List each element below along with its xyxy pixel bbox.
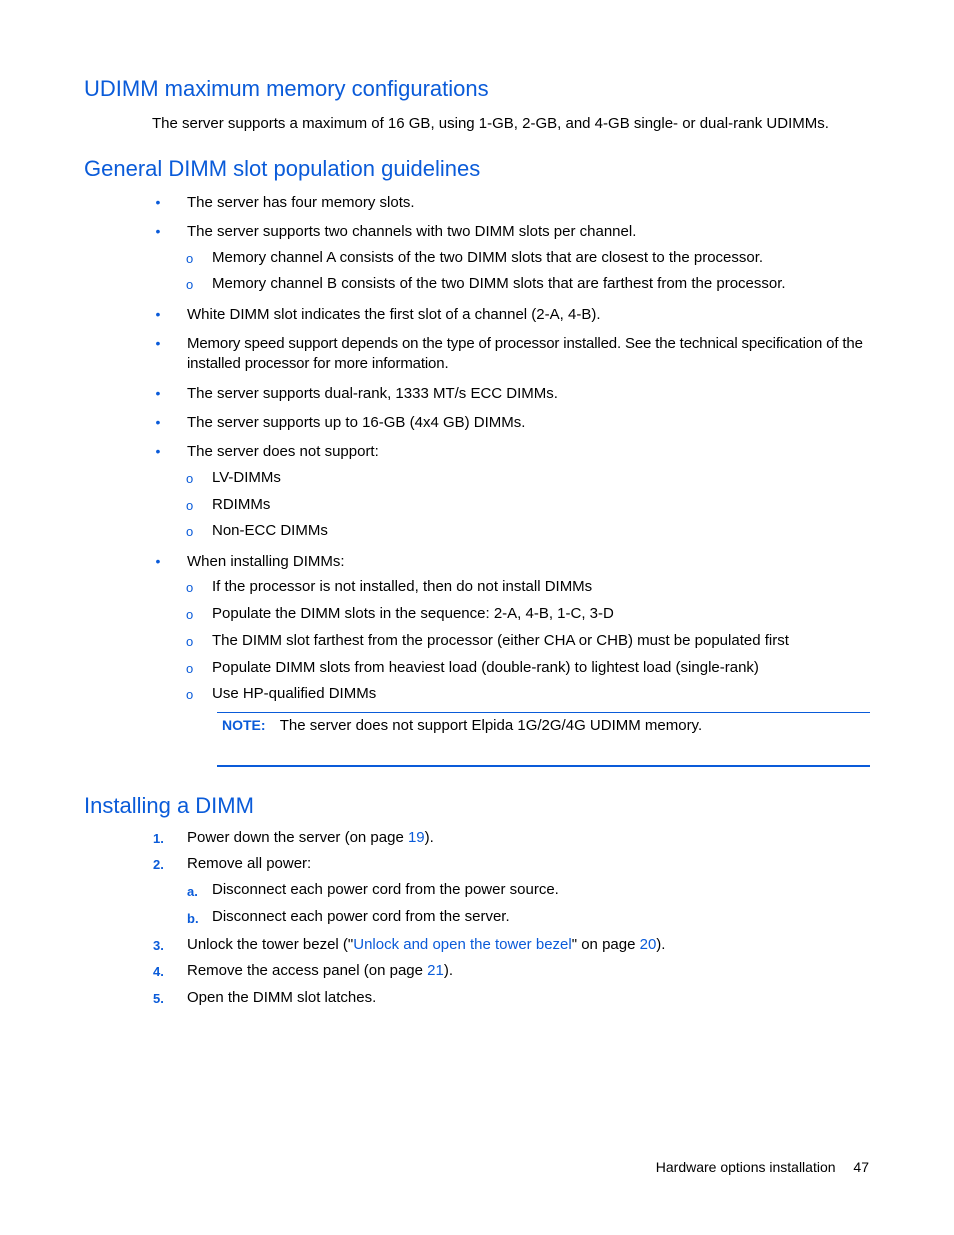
sub-list-item: Populate DIMM slots from heaviest load (double-rank) to lightest load (single-rank)	[212, 659, 759, 676]
bullet-icon: •	[155, 553, 161, 569]
section-heading-installing: Installing a DIMM	[84, 793, 254, 818]
page-link[interactable]: 19	[407, 829, 425, 846]
list-item: The server supports up to 16-GB (4x4 GB) DIMMs.	[187, 414, 526, 431]
section-heading-udimm: UDIMM maximum memory configurations	[84, 76, 489, 101]
step-text: ).	[443, 962, 454, 979]
list-item: White DIMM slot indicates the first slot of a channel (2-A, 4-B).	[187, 306, 601, 323]
bullet-icon: •	[155, 306, 161, 322]
sub-bullet-icon: o	[186, 251, 194, 266]
step-text: ).	[424, 829, 434, 846]
sub-list-item: Non-ECC DIMMs	[212, 522, 328, 539]
bullet-icon: •	[155, 443, 161, 459]
sub-list-item: LV-DIMMs	[212, 469, 281, 486]
sub-list-item: Populate the DIMM slots in the sequence: 2-A, 4-B, 1-C, 3-D	[212, 605, 614, 622]
bullet-icon: •	[155, 194, 161, 210]
list-item: The server has four memory slots.	[187, 194, 415, 211]
substep-letter: a.	[187, 884, 198, 899]
list-item: The server supports dual-rank, 1333 MT/s ECC DIMMs.	[187, 385, 558, 402]
bullet-icon: •	[155, 335, 161, 351]
page-link[interactable]: 20	[639, 936, 657, 953]
note-text: The server does not support Elpida 1G/2G/4G UDIMM memory.	[279, 717, 703, 734]
sub-bullet-icon: o	[186, 471, 194, 486]
step-item: Remove all power:	[187, 855, 312, 872]
substep-item: Disconnect each power cord from the server.	[212, 908, 510, 925]
step-number: 2.	[153, 857, 164, 872]
note-label: NOTE:	[222, 717, 266, 733]
sub-bullet-icon: o	[186, 687, 194, 702]
step-number: 5.	[153, 991, 164, 1006]
step-text: Remove the access panel (on page	[187, 962, 428, 979]
sub-bullet-icon: o	[186, 607, 194, 622]
sub-list-item: Use HP-qualified DIMMs	[212, 685, 377, 702]
sub-bullet-icon: o	[186, 634, 194, 649]
section-heading-guidelines: General DIMM slot population guidelines	[84, 156, 481, 181]
note	[222, 717, 702, 734]
step-text: Unlock the tower bezel ("	[187, 936, 354, 953]
step-item	[187, 961, 453, 981]
step-text: " on page	[571, 936, 640, 953]
step-item	[187, 828, 434, 848]
step-text: ).	[656, 936, 666, 953]
udimm-body: The server supports a maximum of 16 GB, using 1-GB, 2-GB, and 4-GB single- or dual-rank UDIMMs.	[152, 115, 829, 132]
page-footer	[656, 1159, 869, 1175]
list-item: When installing DIMMs:	[187, 553, 345, 570]
step-item	[187, 935, 665, 955]
sub-bullet-icon: o	[186, 524, 194, 539]
list-item: The server does not support:	[187, 443, 379, 460]
sub-bullet-icon: o	[186, 498, 194, 513]
substep-item: Disconnect each power cord from the power source.	[212, 881, 559, 898]
sub-bullet-icon: o	[186, 277, 194, 292]
step-number: 4.	[153, 964, 164, 979]
step-item: Open the DIMM slot latches.	[187, 989, 377, 1006]
footer-section-title: Hardware options installation	[655, 1159, 836, 1175]
bezel-link[interactable]: Unlock and open the tower bezel	[353, 936, 572, 953]
sub-list-item: Memory channel A consists of the two DIMM slots that are closest to the processor.	[212, 249, 764, 266]
sub-list-item: RDIMMs	[212, 496, 271, 513]
list-item: Memory speed support depends on the type of processor installed. See the technical specification of the installed processor for more information.	[187, 335, 863, 372]
sub-list-item: If the processor is not installed, then do not install DIMMs	[212, 578, 593, 595]
list-item: The server supports two channels with two DIMM slots per channel.	[187, 223, 637, 240]
substep-letter: b.	[187, 911, 199, 926]
sub-list-item: Memory channel B consists of the two DIMM slots that are farthest from the processor.	[212, 275, 786, 292]
sub-bullet-icon: o	[186, 580, 194, 595]
step-number: 1.	[153, 831, 164, 846]
page-number: 47	[853, 1159, 869, 1175]
bullet-icon: •	[155, 414, 161, 430]
sub-list-item: The DIMM slot farthest from the processor (either CHA or CHB) must be populated first	[212, 632, 789, 649]
step-text: Power down the server (on page	[187, 829, 408, 846]
sub-bullet-icon: o	[186, 661, 194, 676]
page-link[interactable]: 21	[427, 962, 444, 979]
bullet-icon: •	[155, 385, 161, 401]
step-number: 3.	[153, 938, 164, 953]
bullet-icon: •	[155, 223, 161, 239]
